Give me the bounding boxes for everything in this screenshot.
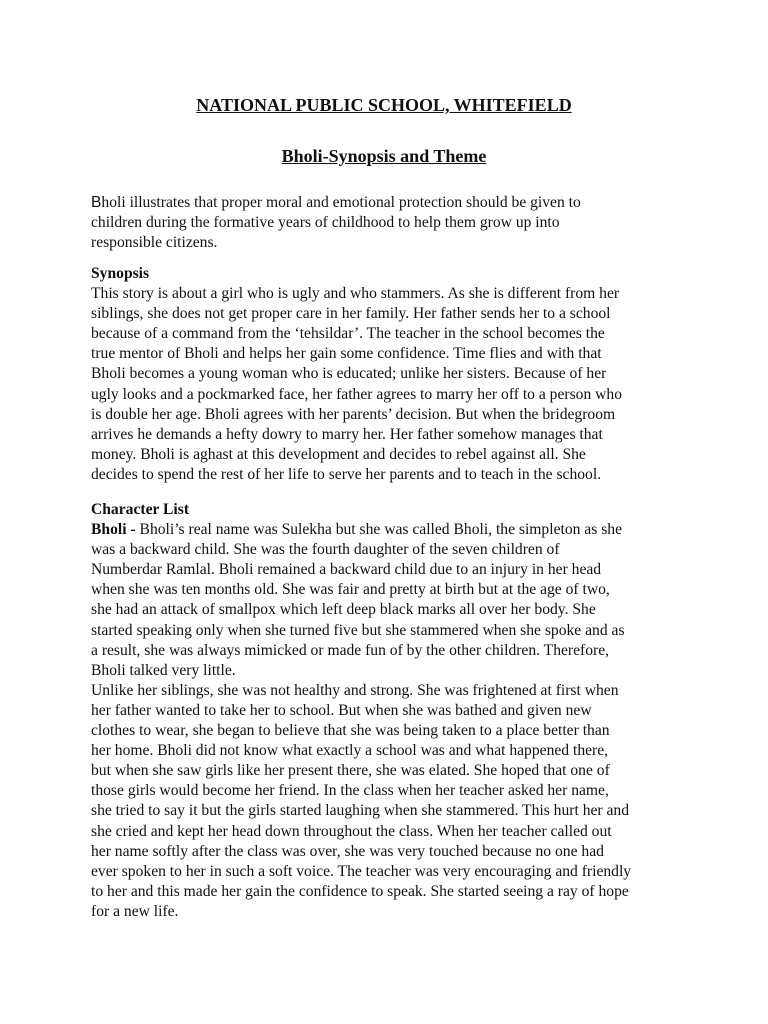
- intro-line: children during the formative years of childhood to help them grow up into: [91, 214, 560, 232]
- character-line: but when she saw girls like her present there, she was elated. She hoped that one of: [91, 762, 610, 780]
- synopsis-line: because of a command from the ‘tehsildar’. The teacher in the school becomes the: [91, 325, 605, 343]
- character-line: she cried and kept her head down throughout the class. When her teacher called out: [91, 822, 612, 840]
- character-line: her father wanted to take her to school. But when she was bathed and given new: [91, 701, 592, 719]
- character-line: those girls would become her friend. In the class when her teacher asked her name,: [91, 782, 609, 800]
- school-title: NATIONAL PUBLIC SCHOOL, WHITEFIELD: [196, 95, 572, 115]
- synopsis-heading: Synopsis: [91, 265, 150, 282]
- character-line: started speaking only when she turned five but she stammered when she spoke and as: [91, 621, 625, 639]
- character-line: when she was ten months old. She was fair and pretty at birth but at the age of two,: [91, 581, 610, 599]
- synopsis-line: This story is about a girl who is ugly and who stammers. As she is different from her: [91, 285, 620, 303]
- synopsis-line: arrives he demands a hefty dowry to marry her. Her father somehow manages that: [91, 425, 603, 443]
- synopsis-line: siblings, she does not get proper care in her family. Her father sends her to a school: [91, 305, 611, 323]
- synopsis-line: true mentor of Bholi and helps her gain some confidence. Time flies and with that: [91, 345, 602, 363]
- intro-line: responsible citizens.: [91, 234, 218, 252]
- character-line: Numberdar Ramlal. Bholi remained a backward child due to an injury in her head: [91, 561, 602, 579]
- character-list-heading: Character List: [91, 501, 190, 518]
- synopsis-line: money. Bholi is aghast at this development and decides to rebel against all. She: [91, 445, 586, 463]
- synopsis-line: is double her age. Bholi agrees with her parents’ decision. But when the bridegroom: [91, 405, 616, 423]
- character-line: she had an attack of smallpox which left deep black marks all over her body. She: [91, 601, 596, 619]
- character-line: her home. Bholi did not know what exactly a school was and what happened there,: [91, 742, 609, 760]
- synopsis-line: decides to spend the rest of her life to serve her parents and to teach in the school.: [91, 465, 602, 483]
- intro-line-text: holi illustrates that proper moral and emotional protection should be given to: [101, 194, 581, 211]
- character-line: was a backward child. She was the fourth daughter of the seven children of: [91, 541, 560, 559]
- intro-paragraph: [91, 193, 691, 253]
- character-line: [91, 520, 691, 540]
- character-line: ever spoken to her in such a soft voice. The teacher was very encouraging and friendly: [91, 862, 632, 880]
- character-line: for a new life.: [91, 902, 179, 920]
- intro-first-letter: B: [91, 194, 102, 211]
- synopsis-section: [91, 264, 691, 485]
- character-line: clothes to wear, she began to believe that she was being taken to a place better than: [91, 722, 610, 740]
- character-line: she tried to say it but the girls started laughing when she stammered. This hurt her and: [91, 802, 630, 820]
- character-line: Bholi talked very little.: [91, 661, 236, 679]
- character-line: to her and this made her gain the confidence to speak. She started seeing a ray of hope: [91, 882, 629, 900]
- synopsis-line: ugly looks and a pockmarked face, her father agrees to marry her off to a person who: [91, 385, 622, 403]
- document-title: Bholi-Synopsis and Theme: [281, 146, 487, 166]
- synopsis-line: Bholi becomes a young woman who is educated; unlike her sisters. Because of her: [91, 365, 607, 383]
- character-line-text: Bholi’s real name was Sulekha but she was called Bholi, the simpleton as she: [135, 521, 622, 539]
- character-list-section: [91, 500, 691, 922]
- character-line: a result, she was always mimicked or made fun of by the other children. Therefore,: [91, 641, 610, 659]
- bholi-label: Bholi -: [91, 521, 136, 539]
- character-line: her name softly after the class was over, she was very touched because no one had: [91, 842, 604, 860]
- intro-line: [91, 193, 691, 213]
- character-line: Unlike her siblings, she was not healthy and strong. She was frightened at first when: [91, 681, 619, 699]
